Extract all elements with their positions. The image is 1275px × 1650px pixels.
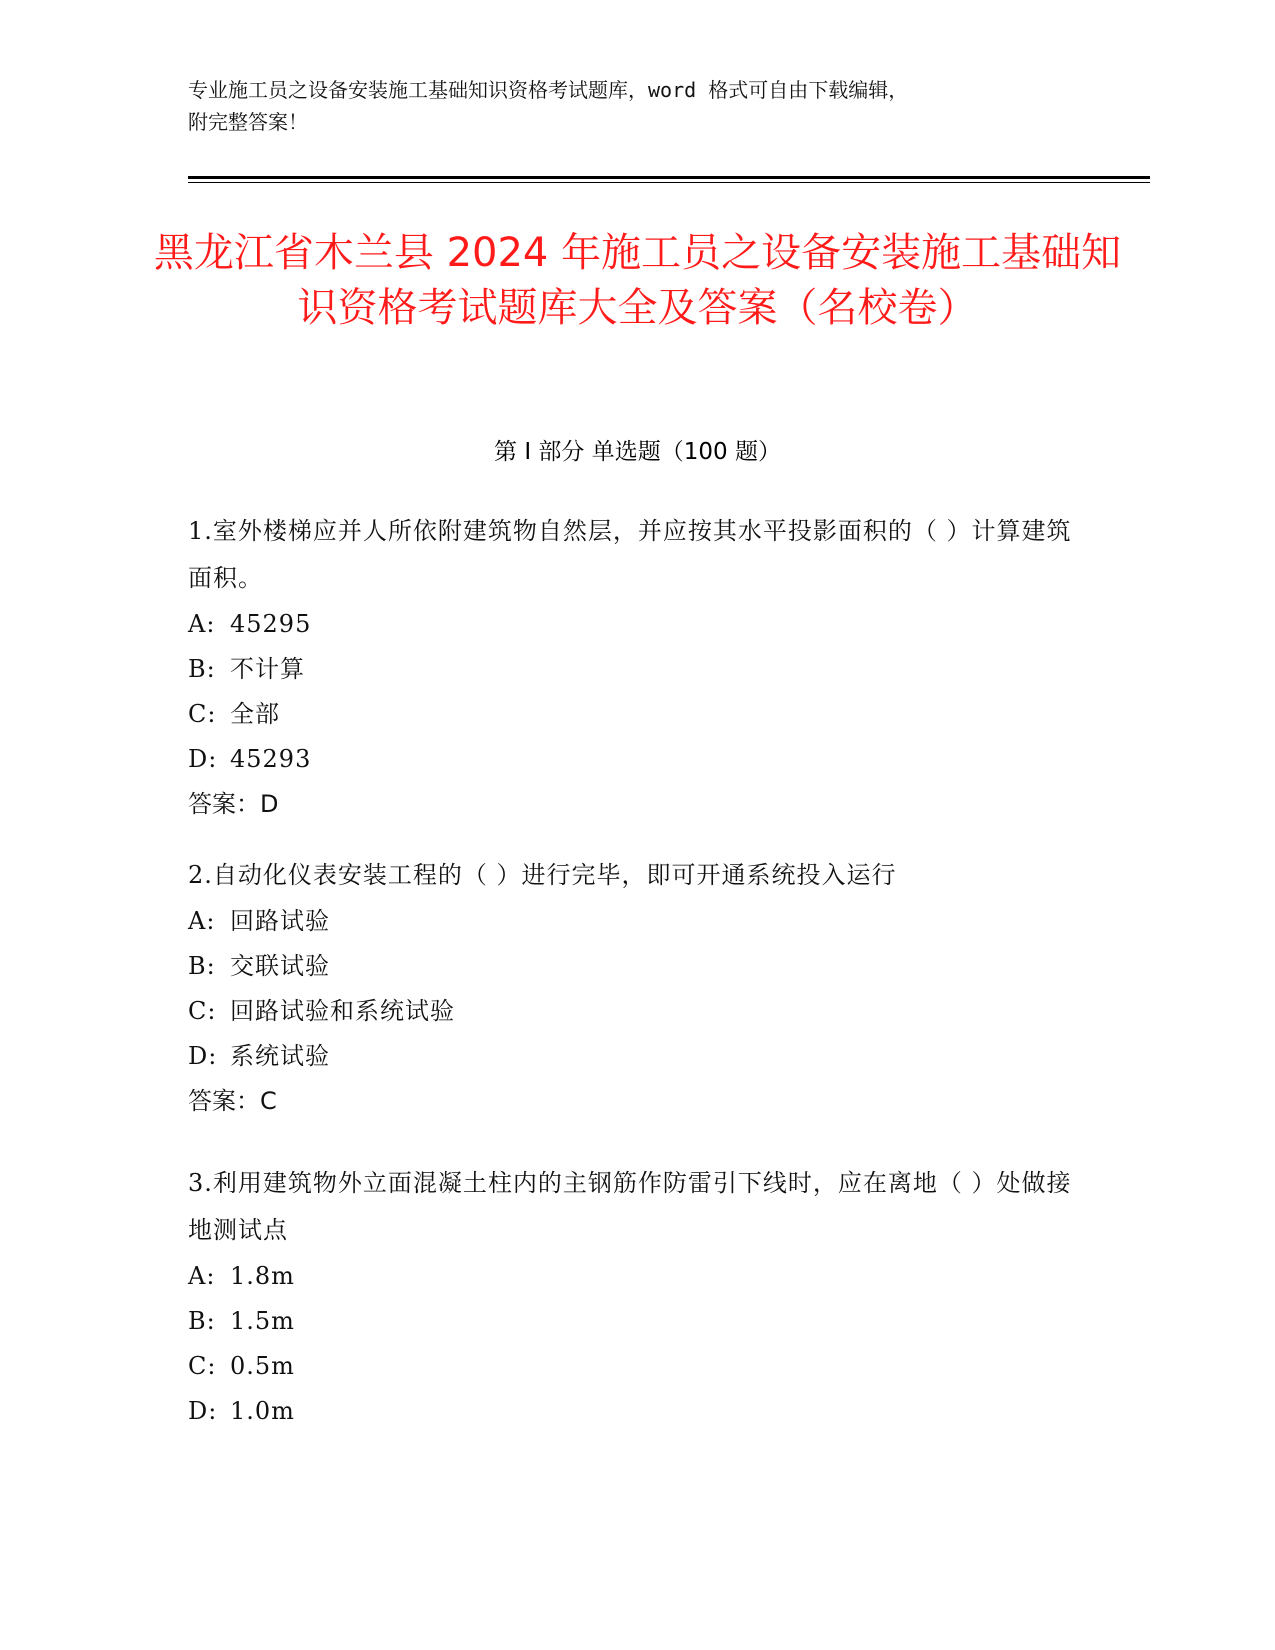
- option-a: [188, 899, 1088, 944]
- option-text: 系统试验: [230, 1042, 330, 1070]
- header-note-line-2: 附完整答案！: [188, 110, 308, 134]
- option-text: 0.5m: [230, 1352, 295, 1380]
- option-c: [188, 692, 1088, 737]
- document-title: 黑龙江省木兰县 2024 年施工员之设备安装施工基础知识资格考试题库大全及答案（名校卷）: [153, 230, 1122, 331]
- option-text: 45295: [230, 610, 312, 638]
- option-d: [188, 737, 1088, 782]
- answer-line: 答案：D: [188, 790, 279, 818]
- option-a: [188, 602, 1088, 647]
- option-label: B:: [188, 952, 216, 980]
- question-stem: 2.自动化仪表安装工程的（ ）进行完毕，即可开通系统投入运行: [188, 861, 897, 889]
- option-text: 1.8m: [230, 1262, 295, 1290]
- option-text: 回路试验: [230, 907, 330, 935]
- option-label: A:: [188, 1262, 216, 1290]
- option-d: [188, 1034, 1088, 1079]
- option-c: [188, 1344, 1088, 1389]
- question-1: [188, 508, 1088, 827]
- question-stem: 3.利用建筑物外立面混凝土柱内的主钢筋作防雷引下线时，应在离地（ ）处做接地测试点: [188, 1169, 1072, 1244]
- option-text: 45293: [230, 745, 312, 773]
- option-label: C:: [188, 997, 217, 1025]
- option-a: [188, 1254, 1088, 1299]
- header-note-line-1: 专业施工员之设备安装施工基础知识资格考试题库，word 格式可自由下载编辑，: [188, 78, 909, 102]
- option-label: C:: [188, 700, 217, 728]
- question-2: [188, 852, 1088, 1124]
- option-label: D:: [188, 745, 218, 773]
- option-label: A:: [188, 610, 216, 638]
- option-text: 不计算: [230, 655, 305, 683]
- option-label: D:: [188, 1042, 218, 1070]
- option-d: [188, 1389, 1088, 1434]
- option-c: [188, 989, 1088, 1034]
- option-b: [188, 944, 1088, 989]
- option-label: B:: [188, 1307, 216, 1335]
- option-b: [188, 647, 1088, 692]
- option-text: 1.0m: [230, 1397, 295, 1425]
- question-3: [188, 1160, 1088, 1434]
- header-divider-thick: [188, 176, 1150, 179]
- option-b: [188, 1299, 1088, 1344]
- option-label: A:: [188, 907, 216, 935]
- option-label: B:: [188, 655, 216, 683]
- option-label: D:: [188, 1397, 218, 1425]
- header-divider-thin: [188, 182, 1150, 183]
- option-text: 交联试验: [230, 952, 330, 980]
- answer-line: 答案：C: [188, 1087, 277, 1115]
- option-text: 1.5m: [230, 1307, 295, 1335]
- header-note: [188, 74, 1088, 138]
- option-text: 全部: [230, 700, 280, 728]
- option-label: C:: [188, 1352, 217, 1380]
- section-heading: 第 I 部分 单选题（100 题）: [494, 439, 781, 465]
- option-text: 回路试验和系统试验: [230, 997, 455, 1025]
- question-stem: 1.室外楼梯应并人所依附建筑物自然层，并应按其水平投影面积的（ ）计算建筑面积。: [188, 517, 1072, 592]
